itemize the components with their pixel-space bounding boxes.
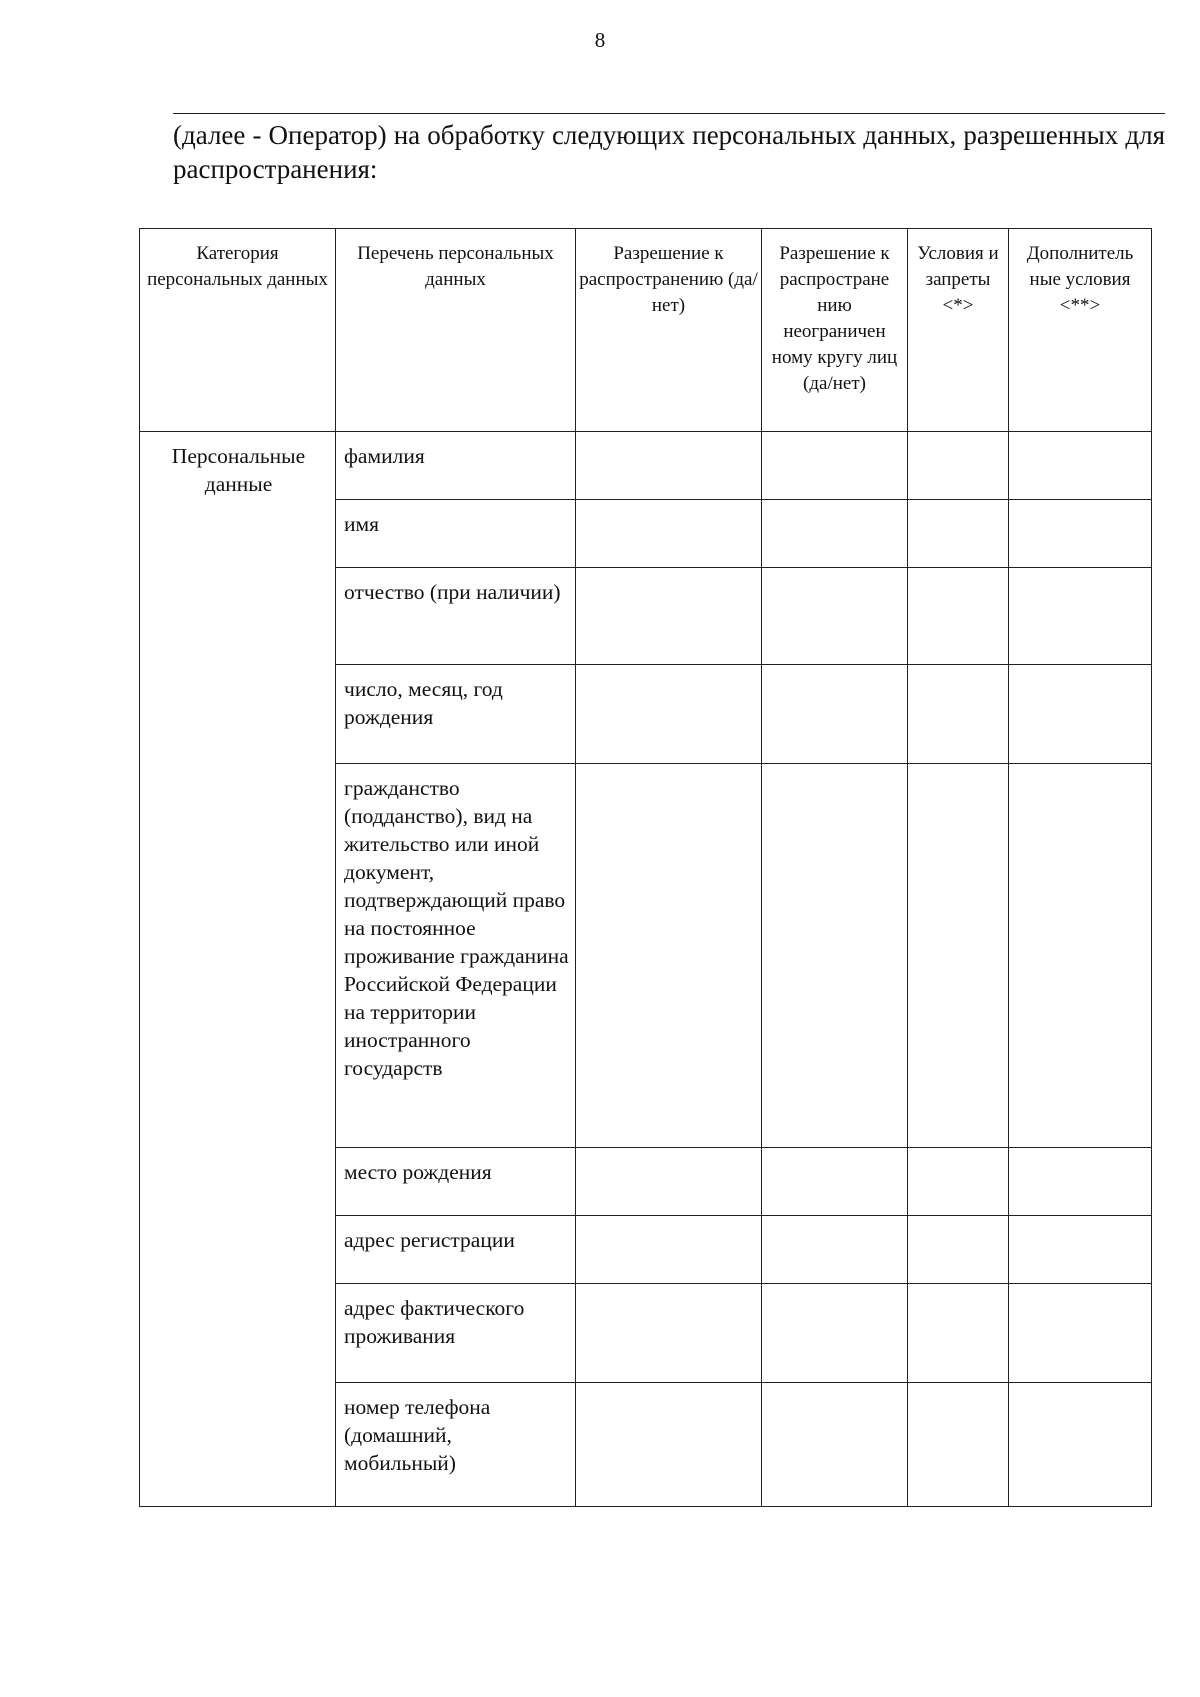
- item-cell: место рождения: [336, 1148, 576, 1216]
- unlimited-permission-input-cell[interactable]: [762, 1383, 908, 1507]
- conditions-input-cell[interactable]: [908, 1284, 1009, 1383]
- conditions-input-cell[interactable]: [908, 432, 1009, 500]
- item-cell: адрес регистрации: [336, 1216, 576, 1284]
- additional-conditions-input-cell[interactable]: [1009, 764, 1152, 1148]
- permission-input-cell[interactable]: [576, 1284, 762, 1383]
- permission-input-cell[interactable]: [576, 1383, 762, 1507]
- header-conditions: Условия и запреты <*>: [908, 229, 1009, 432]
- additional-conditions-input-cell[interactable]: [1009, 1148, 1152, 1216]
- item-cell: фамилия: [336, 432, 576, 500]
- header-distribution-permission: Разрешение к распространению (да/нет): [576, 229, 762, 432]
- additional-conditions-input-cell[interactable]: [1009, 1284, 1152, 1383]
- conditions-input-cell[interactable]: [908, 1148, 1009, 1216]
- personal-data-table-wrap: [139, 228, 1151, 1507]
- category-cell: Персональные данные: [140, 432, 336, 1507]
- additional-conditions-input-cell[interactable]: [1009, 1383, 1152, 1507]
- conditions-input-cell[interactable]: [908, 568, 1009, 665]
- permission-input-cell[interactable]: [576, 1148, 762, 1216]
- additional-conditions-input-cell[interactable]: [1009, 665, 1152, 764]
- permission-input-cell[interactable]: [576, 432, 762, 500]
- permission-input-cell[interactable]: [576, 665, 762, 764]
- header-category: Категория персональных данных: [140, 229, 336, 432]
- permission-input-cell[interactable]: [576, 764, 762, 1148]
- additional-conditions-input-cell[interactable]: [1009, 432, 1152, 500]
- table-row: [140, 432, 1152, 500]
- header-unlimited-permission: Разрешение к распростране нию неограничен ному кругу лиц (да/нет): [762, 229, 908, 432]
- personal-data-table: [139, 228, 1152, 1507]
- permission-input-cell[interactable]: [576, 568, 762, 665]
- conditions-input-cell[interactable]: [908, 1216, 1009, 1284]
- conditions-input-cell[interactable]: [908, 665, 1009, 764]
- additional-conditions-input-cell[interactable]: [1009, 500, 1152, 568]
- unlimited-permission-input-cell[interactable]: [762, 764, 908, 1148]
- item-cell: гражданство (подданство), вид на жительство или иной документ, подтверждающий право на постоянное проживание гражданина Российской Федерации на территории иностранного государств: [336, 764, 576, 1148]
- item-cell: адрес фактического проживания: [336, 1284, 576, 1383]
- unlimited-permission-input-cell[interactable]: [762, 568, 908, 665]
- item-cell: отчество (при наличии): [336, 568, 576, 665]
- unlimited-permission-input-cell[interactable]: [762, 1148, 908, 1216]
- unlimited-permission-input-cell[interactable]: [762, 665, 908, 764]
- permission-input-cell[interactable]: [576, 500, 762, 568]
- conditions-input-cell[interactable]: [908, 1383, 1009, 1507]
- unlimited-permission-input-cell[interactable]: [762, 1216, 908, 1284]
- header-additional-conditions: Дополнитель ные условия <**>: [1009, 229, 1152, 432]
- additional-conditions-input-cell[interactable]: [1009, 1216, 1152, 1284]
- unlimited-permission-input-cell[interactable]: [762, 500, 908, 568]
- item-cell: имя: [336, 500, 576, 568]
- unlimited-permission-input-cell[interactable]: [762, 432, 908, 500]
- item-cell: номер телефона (домашний, мобильный): [336, 1383, 576, 1507]
- conditions-input-cell[interactable]: [908, 764, 1009, 1148]
- intro-paragraph: (далее - Оператор) на обработку следующих персональных данных, разрешенных для распространения:: [173, 120, 1165, 184]
- table-header-row: [140, 229, 1152, 432]
- item-cell: число, месяц, год рождения: [336, 665, 576, 764]
- additional-conditions-input-cell[interactable]: [1009, 568, 1152, 665]
- page-number: 8: [594, 28, 606, 52]
- header-data-list: Перечень персональных данных: [336, 229, 576, 432]
- conditions-input-cell[interactable]: [908, 500, 1009, 568]
- unlimited-permission-input-cell[interactable]: [762, 1284, 908, 1383]
- permission-input-cell[interactable]: [576, 1216, 762, 1284]
- header-rule: [173, 113, 1165, 114]
